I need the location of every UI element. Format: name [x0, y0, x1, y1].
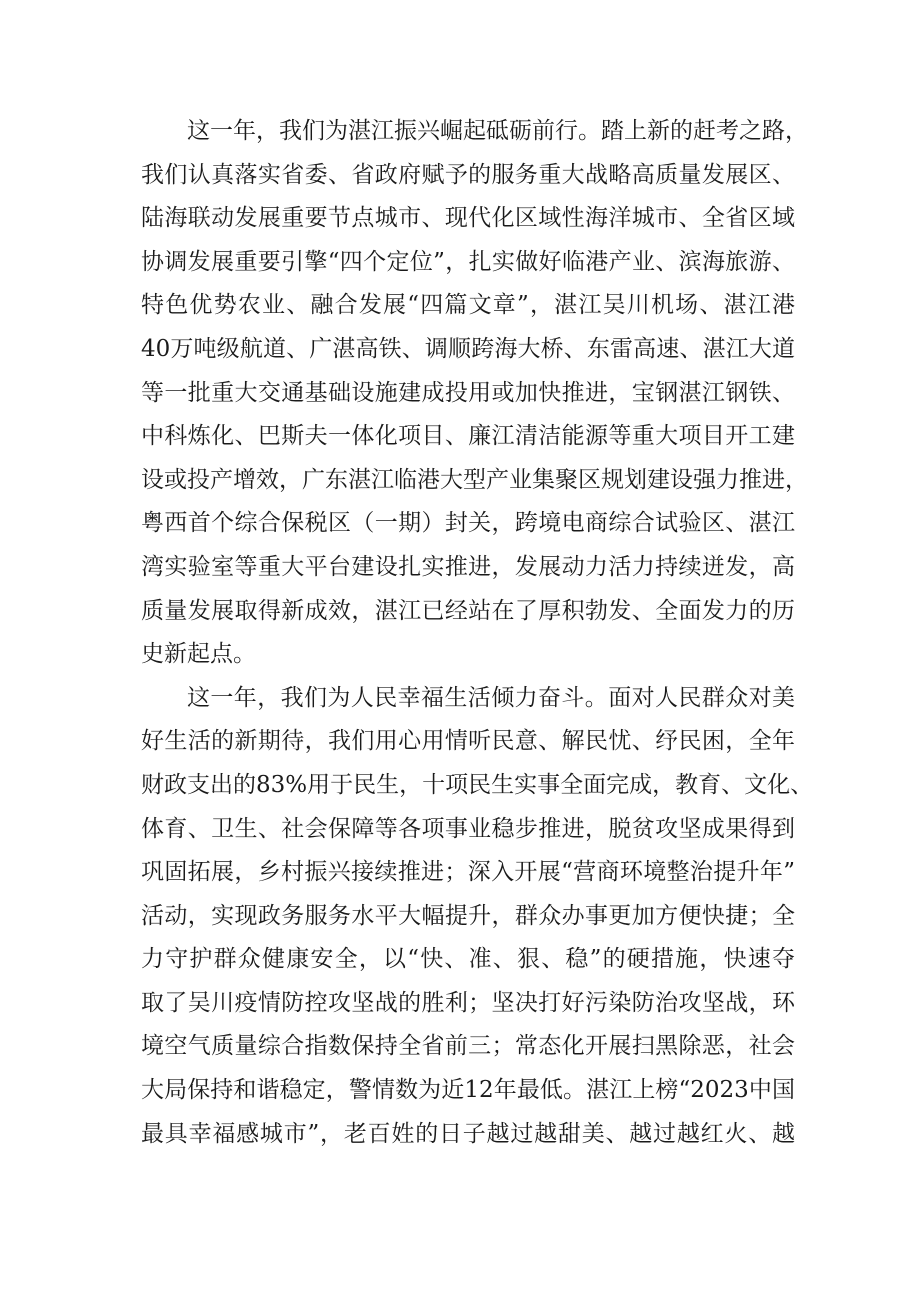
text-line: 粤西首个综合保税区（一期）封关，跨境电商综合试验区、湛江	[141, 510, 795, 537]
text-line: 大局保持和谐稳定，警情数为近12年最低。湛江上榜“2023中国	[141, 1077, 795, 1104]
text-line: 巩固拓展，乡村振兴接续推进；深入开展“营商环境整治提升年”	[141, 859, 795, 886]
text-line: 力守护群众健康安全，以“快、准、狠、稳”的硬措施，快速夺	[141, 946, 795, 973]
text-line: 质量发展取得新成效，湛江已经站在了厚积勃发、全面发力的历	[141, 597, 795, 624]
text-line: 这一年，我们为人民幸福生活倾力奋斗。面对人民群众对美	[187, 684, 795, 711]
text-line: 体育、卫生、社会保障等各项事业稳步推进，脱贫攻坚成果得到	[141, 815, 795, 842]
paragraph-1	[141, 110, 808, 677]
text-line: 境空气质量综合指数保持全省前三；常态化开展扫黑除恶，社会	[141, 1033, 795, 1060]
text-line: 最具幸福感城市”，老百姓的日子越过越甜美、越过越红火、越	[141, 1120, 795, 1147]
text-line: 湾实验室等重大平台建设扎实推进，发展动力活力持续迸发，高	[141, 553, 795, 580]
text-line: 中科炼化、巴斯夫一体化项目、廉江清洁能源等重大项目开工建	[141, 423, 795, 450]
text-line: 设或投产增效，广东湛江临港大型产业集聚区规划建设强力推进，	[141, 466, 808, 493]
text-line: 史新起点。	[141, 641, 256, 668]
text-line: 这一年，我们为湛江振兴崛起砥砺前行。踏上新的赶考之路，	[187, 118, 808, 144]
text-line: 财政支出的83%用于民生，十项民生实事全面完成，教育、文化、	[141, 771, 814, 798]
paragraph-2	[141, 677, 814, 1157]
text-line: 活动，实现政务服务水平大幅提升，群众办事更加方便快捷；全	[141, 902, 795, 929]
text-line: 特色优势农业、融合发展“四篇文章”，湛江吴川机场、湛江港	[141, 292, 795, 319]
text-line: 我们认真落实省委、省政府赋予的服务重大战略高质量发展区、	[141, 161, 795, 188]
text-line: 40万吨级航道、广湛高铁、调顺跨海大桥、东雷高速、湛江大道	[141, 335, 795, 362]
text-line: 取了吴川疫情防控攻坚战的胜利；坚决打好污染防治攻坚战，环	[141, 989, 795, 1016]
text-line: 协调发展重要引擎“四个定位”，扎实做好临港产业、滨海旅游、	[141, 248, 795, 275]
text-line: 陆海联动发展重要节点城市、现代化区域性海洋城市、全省区域	[141, 205, 795, 232]
body-text	[141, 110, 814, 1156]
text-line: 等一批重大交通基础设施建成投用或加快推进，宝钢湛江钢铁、	[141, 379, 795, 406]
text-line: 好生活的新期待，我们用心用情听民意、解民忧、纾民困，全年	[141, 728, 795, 755]
